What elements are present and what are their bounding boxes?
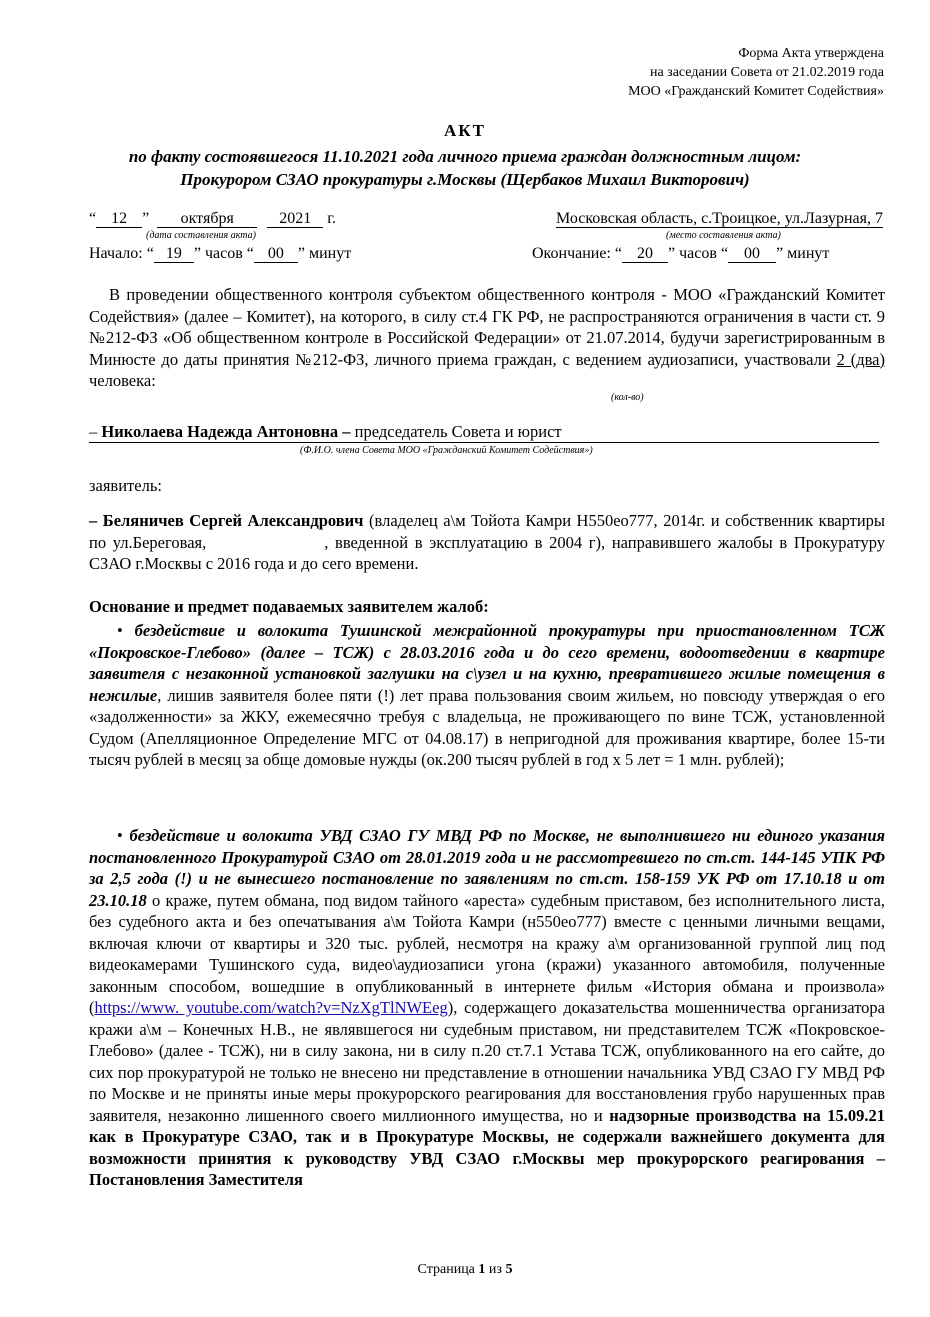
quote-close: ” xyxy=(142,210,150,227)
start-time: Начало: “ 19 ” часов “ 00 ” минут xyxy=(89,245,352,262)
approval-stamp xyxy=(628,44,884,101)
date-month: октября xyxy=(157,210,257,228)
page-number: 1 xyxy=(478,1262,486,1277)
youtube-link[interactable]: https://www. youtube.com/watch?v=NzXgTlNWEeg xyxy=(94,998,448,1017)
item-2-bold-2: надзорные производства на 15.09.21 как в Прокуратуре СЗАО, так и в Прокуратуре Москвы, не содержали важнейшего документа для возможности принятия к руководству УВД СЗАО г.Москвы мер прокурорского реагирования – Постановления Заместителя xyxy=(89,1105,885,1189)
applicant-dash: – xyxy=(89,511,98,530)
end-minutes: 00 xyxy=(728,245,776,263)
item-2-bold: бездействие и волокита УВД СЗАО ГУ МВД РФ по Москве, не выполнившего ни единого указания постановленного Прокуратурой СЗАО от 28.01.2019 года и не рассмотревшего по ст.ст. 144-145 УПК РФ за 2,5 года (!) и не вынесшего постановление по заявлениям по ст.ст. 158-159 УК РФ от 17.10.18 и от 23.10.18 xyxy=(89,826,885,910)
item-1-bold: бездействие и волокита Тушинской межрайонной прокуратуры при приостановленном ТСЖ «Покровское-Глебово» (далее – ТСЖ) с 28.03.2016 года и до сего времени, водоотведении в квартире заявителя с незаконной установкой заглушки на с\узел и на кухню, превратившего жилые помещения в нежилые xyxy=(89,621,886,705)
end-label: Окончание: xyxy=(532,245,611,262)
quote-open: “ xyxy=(89,210,97,227)
member-caption: (Ф.И.О. члена Совета МОО «Гражданский Комитет Содействия») xyxy=(300,445,593,456)
grounds-heading: Основание и предмет подаваемых заявителем жалоб: xyxy=(89,597,489,616)
hours-word: часов xyxy=(204,245,243,262)
minutes-word: минут xyxy=(308,245,352,262)
stamp-line-3: МОО «Гражданский Комитет Содействия» xyxy=(628,84,884,99)
place-value: Московская область, с.Троицкое, ул.Лазурная, 7 xyxy=(556,210,883,227)
date-year: 2021 xyxy=(267,210,323,228)
date-caption: (дата составления акта) xyxy=(146,230,256,241)
member-dash-2: – xyxy=(342,422,351,441)
minutes-word: минут xyxy=(787,245,830,262)
grounds-item-1 xyxy=(89,620,885,771)
year-suffix: г. xyxy=(327,210,336,227)
page-total: 5 xyxy=(505,1262,513,1277)
subtitle-line-1: по факту состоявшегося 11.10.2021 года личного приема граждан должностным лицом: xyxy=(128,147,802,166)
start-minutes: 00 xyxy=(254,245,298,263)
date-day: 12 xyxy=(96,210,142,228)
document-title: АКТ xyxy=(444,121,486,140)
of-word: из xyxy=(488,1262,502,1277)
item-2-text-1: о краже, путем обмана, под видом тайного «ареста» судебным приставом, без исполнительного листа, без судебного акта и без опечатывания а\м Тойота Камри (н550ео777) вместе с ценными личными вещами, включая ключи от квартиры и 320 тыс. рублей, несмотря на кражу а\м организованной группой лиц под видеокамерами Тушинского суда, видео\аудиозаписи угона (кражи) указанного автомобиля, полученные законным способом, вошедшие в опубликованный в интернете фильм «История обмана и произвола» ( xyxy=(89,890,885,1017)
member-role: председатель Совета и юрист xyxy=(354,422,562,441)
member-name: Николаева Надежда Антоновна xyxy=(101,422,339,441)
applicant-text-2: , введенной в эксплуатацию в 2004 г), направившего жалобы в Прокуратуру СЗАО г.Москвы с 2016 года и до сего времени. xyxy=(89,532,885,573)
count-caption: (кол-во) xyxy=(611,392,644,403)
participant-count: 2 (два) xyxy=(836,349,885,369)
bullet-icon: • xyxy=(117,826,123,845)
applicant-text-1: (владелец а\м Тойота Камри Н550ео777, 2014г. и собственник квартиры по ул.Береговая, xyxy=(89,511,885,552)
member-dash: – xyxy=(89,422,98,441)
item-1-text: , лишив заявителя более пяти (!) лет права пользования своим жильем, но повсюду утверждая о его «задолженности» за ЖКУ, ежемесячно требуя с владельца, не проживающего по вине ТСЖ, установленной Судом (Апелляционное Определение МГС от 04.08.17) в непригодной для проживания квартире, более 15-ти тысяч рублей в месяц за обще домовые нужды (ок.200 тысяч рублей в год х 5 лет = 1 млн. рублей); xyxy=(89,685,885,769)
grounds-item-2 xyxy=(89,825,885,1191)
start-label: Начало: xyxy=(89,245,143,262)
bullet-icon: • xyxy=(117,621,123,640)
applicant-label: заявитель: xyxy=(89,476,162,495)
hours-word: часов xyxy=(679,245,717,262)
intro-tail: человека: xyxy=(89,371,156,390)
end-time: Окончание: “ 20 ” часов “ 00 ” минут xyxy=(532,245,830,262)
document-subtitle xyxy=(0,145,930,191)
subtitle-line-2: Прокурором СЗАО прокуратуры г.Москвы (Щербаков Михаил Викторович) xyxy=(180,170,750,189)
place-caption: (место составления акта) xyxy=(666,230,781,241)
start-hours: 19 xyxy=(154,245,194,263)
item-2-text-2: ), содержащего доказательства мошенничества организатора кражи а\м – Конечных Н.В., не являвшегося ни судебным приставом, ни представителем ТСЖ «Покровское-Глебово» (далее - ТСЖ), ни в силу закона, ни в силу п.20 ст.7.1 Устава ТСЖ, опубликованного на его сайте, до сих пор прокуратурой не только не внесено ни представление в отношении начальника УВД СЗАО ГУ МВД РФ по Москве и не приняты иные меры прокурорского реагирования для восстановления грубо нарушенных прав заявителя, незаконно лишенного своего миллионного имущества, но и xyxy=(89,998,886,1125)
stamp-line-1: Форма Акта утверждена xyxy=(738,46,884,61)
page-word: Страница xyxy=(417,1262,475,1277)
act-date xyxy=(89,210,336,228)
intro-paragraph xyxy=(89,284,885,392)
applicant-paragraph xyxy=(89,510,885,575)
applicant-name: Беляничев Сергей Александрович xyxy=(102,511,364,530)
intro-text: В проведении общественного контроля субъектом общественного контроля - МОО «Гражданский Комитет Содействия» (далее – Комитет), на которого, в силу ст.4 ГК РФ, не распространяются ограничения в части ст. 9 №212-ФЗ «Об общественном контроле в Российской Федерации» от 21.07.2014, будучи зарегистрированным в Минюсте до даты принятия №212-ФЗ, личного приема граждан, с ведением аудиозаписи, участвовали xyxy=(89,285,885,369)
end-hours: 20 xyxy=(622,245,668,263)
act-place xyxy=(556,210,883,228)
page-footer xyxy=(0,1262,930,1278)
stamp-line-2: на заседании Совета от 21.02.2019 года xyxy=(649,65,884,80)
member-line xyxy=(89,422,879,443)
